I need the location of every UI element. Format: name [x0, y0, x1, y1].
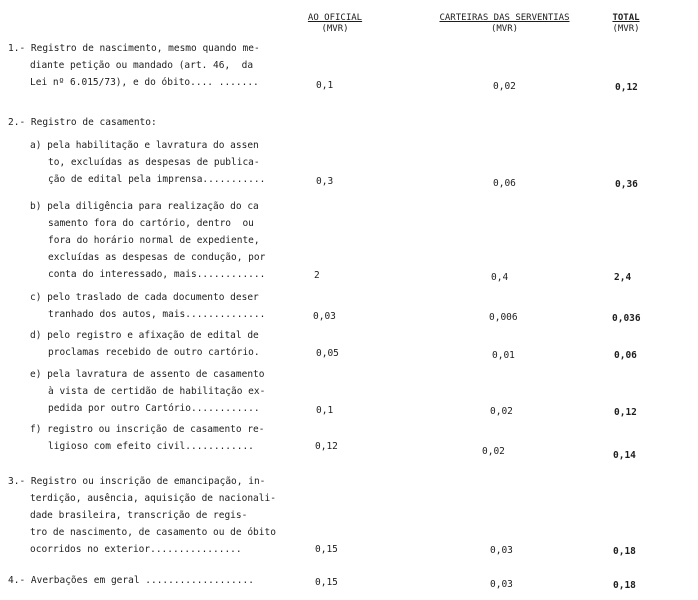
row-2f-line-1: f) registro ou inscrição de casamento re-	[30, 424, 265, 435]
row-2d-line-1: d) pelo registro e afixação de edital de	[30, 330, 259, 341]
row-1-carteiras: 0,02	[493, 81, 516, 92]
row-2f-total: 0,14	[613, 450, 636, 461]
row-2b-line-4: excluídas as despesas de condução, por	[48, 252, 266, 263]
row-2a-line-2: to, excluídas as despesas de publica-	[48, 157, 260, 168]
row-4-carteiras: 0,03	[490, 579, 513, 590]
row-2c-line-1: c) pelo traslado de cada documento deser	[30, 292, 259, 303]
row-2b-carteiras: 0,4	[491, 272, 509, 283]
header-ao-oficial-unit: (MVR)	[321, 24, 349, 34]
row-2d-carteiras: 0,01	[492, 350, 515, 361]
header-carteiras-unit: (MVR)	[490, 24, 519, 34]
row-2b-line-3: fora do horário normal de expediente,	[48, 235, 260, 246]
row-2e-oficial: 0,1	[316, 405, 334, 416]
row-3-line-1: 3.- Registro ou inscrição de emancipação, in-	[8, 476, 266, 487]
row-2d-oficial: 0,05	[316, 348, 339, 359]
row-2f-oficial: 0,12	[315, 441, 338, 452]
row-1-line-1: 1.- Registro de nascimento, mesmo quando me-	[8, 43, 260, 54]
header-ao-oficial	[300, 13, 370, 35]
row-4-total: 0,18	[613, 580, 636, 591]
row-2c-line-2: tranhado dos autos, mais..............	[48, 309, 266, 320]
row-2b-line-2: samento fora do cartório, dentro ou	[48, 218, 254, 229]
row-4-oficial: 0,15	[315, 577, 338, 588]
row-2a-oficial: 0,3	[316, 176, 334, 187]
header-ao-oficial-title: AO OFICIAL	[307, 13, 363, 23]
row-2c-oficial: 0,03	[313, 311, 336, 322]
row-1-oficial: 0,1	[316, 80, 334, 91]
header-carteiras	[432, 13, 577, 35]
row-3-line-4: tro de nascimento, de casamento ou de óbito	[30, 527, 276, 538]
row-2e-line-1: e) pela lavratura de assento de casamento	[30, 369, 265, 380]
row-2e-line-3: pedida por outro Cartório............	[48, 403, 260, 414]
row-2a-carteiras: 0,06	[493, 178, 516, 189]
row-4-line-1: 4.- Averbações em geral ...................	[8, 575, 254, 586]
row-2f-line-2: ligioso com efeito civil............	[48, 441, 254, 452]
row-2b-total: 2,4	[614, 272, 632, 283]
row-3-carteiras: 0,03	[490, 545, 513, 556]
row-2a-total: 0,36	[615, 179, 638, 190]
row-2f-carteiras: 0,02	[482, 446, 505, 457]
row-2d-total: 0,06	[614, 350, 637, 361]
row-2e-line-2: à vista de certidão de habilitação ex-	[48, 386, 266, 397]
row-2c-total: 0,036	[612, 313, 641, 324]
header-total	[604, 13, 648, 35]
header-total-unit: (MVR)	[612, 24, 640, 34]
row-1-line-3: Lei nº 6.015/73), e do óbito.... .......	[30, 77, 259, 88]
row-2c-carteiras: 0,006	[489, 312, 518, 323]
row-2b-line-1: b) pela diligência para realização do ca	[30, 201, 259, 212]
row-1-total: 0,12	[615, 82, 638, 93]
row-3-line-5: ocorridos no exterior................	[30, 544, 242, 555]
row-3-line-2: terdição, ausência, aquisição de nacionali-	[30, 493, 276, 504]
row-2d-line-2: proclamas recebido de outro cartório.	[48, 347, 260, 358]
row-1-line-2: diante petição ou mandado (art. 46, da	[30, 60, 254, 71]
header-total-title: TOTAL	[612, 13, 640, 23]
row-2a-line-1: a) pela habilitação e lavratura do assen	[30, 140, 259, 151]
row-2e-total: 0,12	[614, 407, 637, 418]
row-3-total: 0,18	[613, 546, 636, 557]
row-2b-line-5: conta do interessado, mais............	[48, 269, 266, 280]
header-carteiras-title: CARTEIRAS DAS SERVENTIAS	[439, 13, 570, 23]
row-2e-carteiras: 0,02	[490, 406, 513, 417]
row-3-line-3: dade brasileira, transcrição de regis-	[30, 510, 248, 521]
row-2b-oficial: 2	[314, 270, 320, 281]
row-2a-line-3: ção de edital pela imprensa...........	[48, 174, 266, 185]
row-2-heading: 2.- Registro de casamento:	[8, 117, 157, 128]
row-3-oficial: 0,15	[315, 544, 338, 555]
